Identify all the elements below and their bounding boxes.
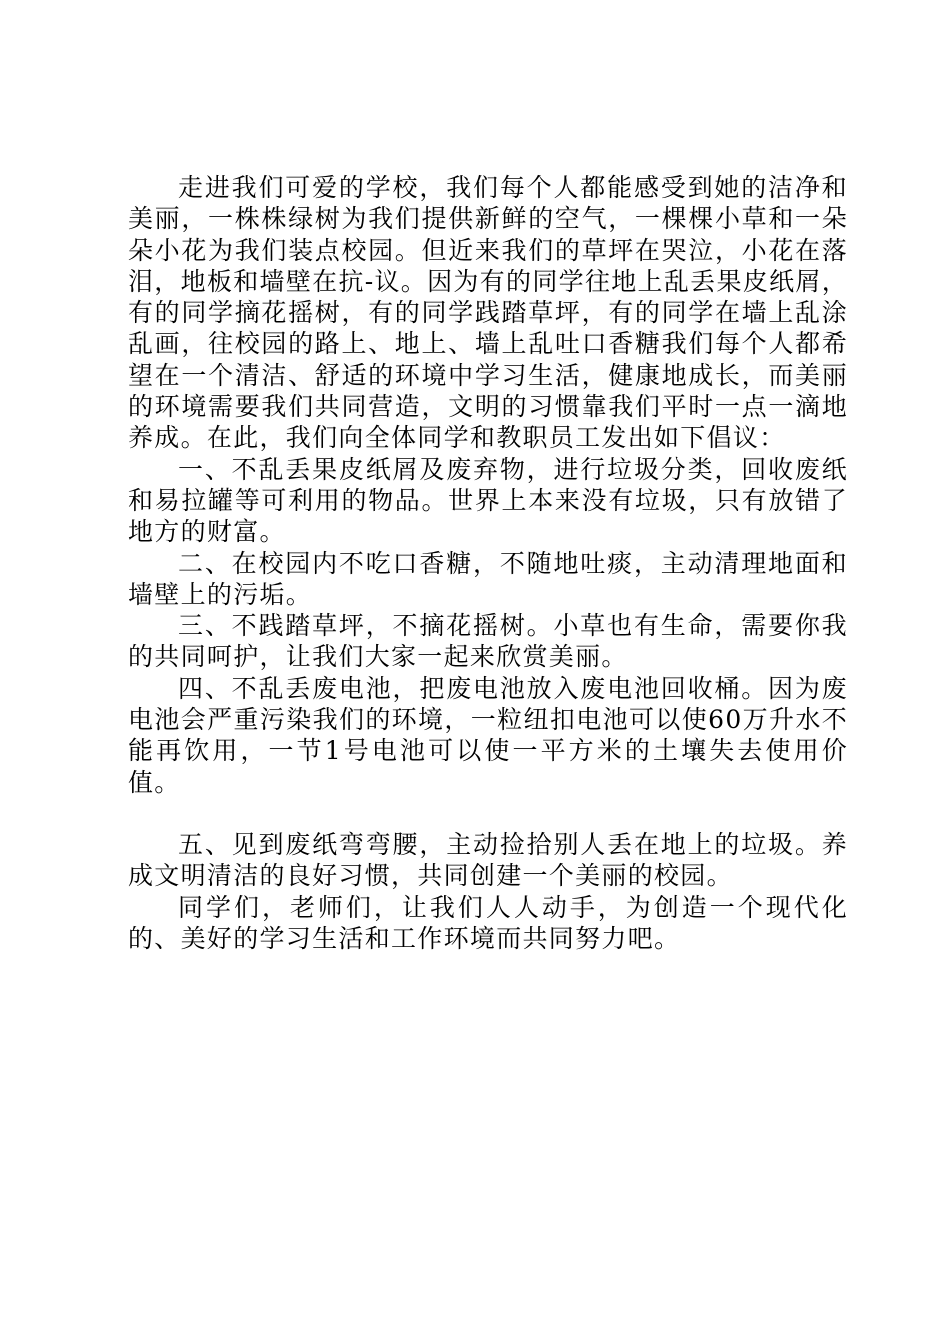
intro-paragraph: 走进我们可爱的学校，我们每个人都能感受到她的洁净和美丽，一株株绿树为我们提供新鲜的空气，一棵棵小草和一朵朵小花为我们装点校园。但近来我们的草坪在哭泣，小花在落泪，地板和墙壁在抗-议。因为有的同学往地上乱丢果皮纸屑，有的同学摘花摇树，有的同学践踏草坪，有的同学在墙上乱涂乱画，往校园的路上、地上、墙上乱吐口香糖我们每个人都希望在一个清洁、舒适的环境中学习生活，健康地成长，而美丽的环境需要我们共同营造，文明的习惯靠我们平时一点一滴地养成。在此，我们向全体同学和教职员工发出如下倡议： (128, 173, 848, 453)
proposal-paragraph-5: 五、见到废纸弯弯腰，主动捡拾别人丢在地上的垃圾。养成文明清洁的良好习惯，共同创建一个美丽的校园。 (128, 829, 848, 891)
document-body (128, 172, 848, 954)
proposal-paragraph-4: 四、不乱丢废电池，把废电池放入废电池回收桶。因为废电池会严重污染我们的环境，一粒纽扣电池可以使60万升水不能再饮用，一节1号电池可以使一平方米的土壤失去使用价值。 (128, 673, 848, 797)
proposal-paragraph-1: 一、不乱丢果皮纸屑及废弃物，进行垃圾分类，回收废纸和易拉罐等可利用的物品。世界上本来没有垃圾，只有放错了地方的财富。 (128, 454, 848, 547)
paragraph-spacer (128, 798, 848, 829)
closing-paragraph: 同学们，老师们，让我们人人动手，为创造一个现代化的、美好的学习生活和工作环境而共同努力吧。 (128, 892, 848, 953)
proposal-paragraph-2: 二、在校园内不吃口香糖，不随地吐痰，主动清理地面和墙壁上的污垢。 (128, 548, 848, 609)
proposal-paragraph-3: 三、不践踏草坪，不摘花摇树。小草也有生命，需要你我的共同呵护，让我们大家一起来欣赏美丽。 (128, 611, 848, 672)
